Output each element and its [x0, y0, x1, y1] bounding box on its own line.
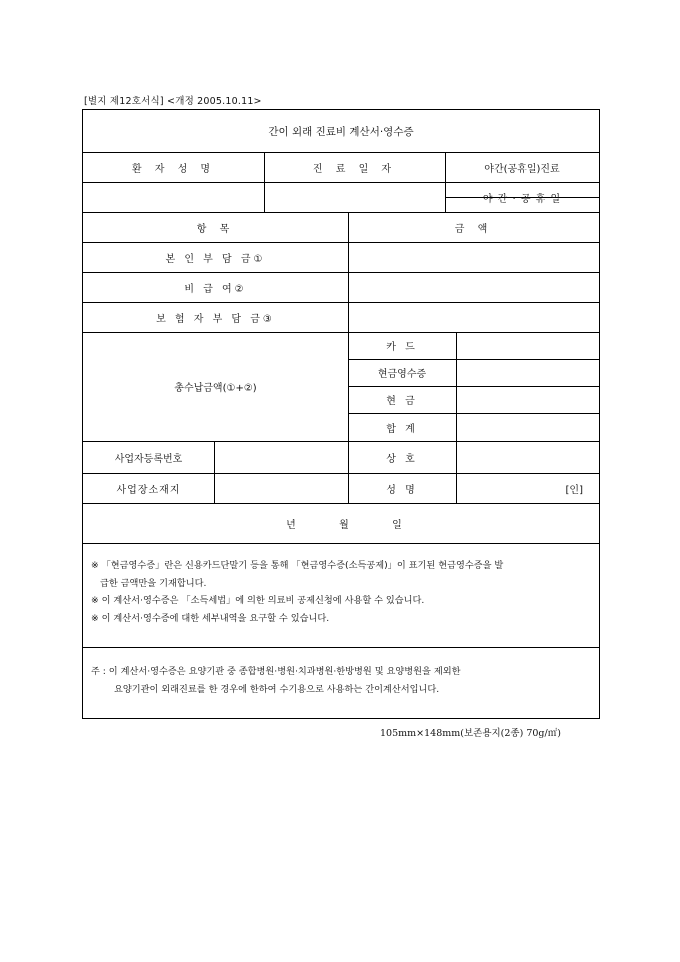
total-amount-label: 총수납금액(①+②)	[174, 383, 257, 394]
year-label: 년	[286, 519, 296, 531]
card-amount-field[interactable]	[456, 332, 599, 359]
remark-section	[91, 663, 595, 699]
business-reg-no-label: 사업자등록번호	[114, 453, 183, 465]
business-reg-no-field[interactable]	[214, 441, 348, 473]
cash-label: 현 금	[386, 396, 418, 407]
note-line: ※ 「현금영수증」란은 신용카드단말기 등을 통해 「현금영수증(소득공제)」이 표기된 현금영수증을 발	[91, 560, 504, 571]
self-pay-amount-field[interactable]	[348, 242, 599, 272]
month-label: 월	[339, 519, 349, 531]
cash-amount-field[interactable]	[456, 386, 599, 413]
night-holiday-label: 야간(공휴일)진료	[484, 163, 560, 175]
card-label: 카 드	[386, 342, 418, 353]
cash-receipt-amount-field[interactable]	[456, 359, 599, 386]
form-reference: [별지 제12호서식]	[84, 96, 164, 107]
remark-line: 주 : 이 계산서·영수증은 요양기관 중 종합병원·병원·치과병원·한방병원 및 요양병원을 제외한	[91, 666, 461, 677]
patient-name-field[interactable]	[83, 182, 264, 212]
revision-date: <개정 2005.10.11>	[167, 96, 262, 107]
signer-name-label: 성 명	[386, 484, 418, 496]
non-covered-amount-field[interactable]	[348, 272, 599, 302]
visit-date-label: 진 료 일 자	[312, 163, 397, 175]
visit-date-field[interactable]	[264, 182, 445, 212]
self-pay-label: 본 인 부 담 금①	[165, 253, 266, 265]
cash-receipt-label: 현금영수증	[377, 369, 427, 380]
notes-section	[91, 557, 595, 627]
form-title: 간이 외래 진료비 계산서·영수증	[268, 125, 414, 138]
paper-spec: 105mm×148mm(보존용지(2종) 70g/㎡)	[380, 728, 561, 739]
note-line: ※ 이 계산서·영수증에 대한 세부내역을 요구할 수 있습니다.	[91, 612, 330, 624]
seal-mark: [인]	[565, 484, 583, 496]
insurer-pay-label: 보 험 자 부 담 금③	[156, 313, 275, 325]
trade-name-field[interactable]	[456, 441, 599, 473]
insurer-pay-amount-field[interactable]	[348, 302, 599, 332]
non-covered-label: 비 급 여②	[184, 283, 247, 295]
patient-name-label: 환 자 성 명	[131, 163, 216, 175]
note-line: 급한 금액만을 기재합니다.	[100, 577, 207, 589]
amount-header: 금 액	[454, 223, 493, 235]
business-address-label: 사업장소재지	[116, 484, 181, 496]
night-holiday-value: 야 간 · 공 휴 일	[482, 193, 562, 205]
receipt-form	[82, 109, 600, 719]
remark-line: 요양기관이 외래진료를 한 경우에 한하여 수기용으로 사용하는 간이계산서입니다.	[114, 684, 440, 695]
item-header: 항 목	[196, 223, 235, 235]
sum-label: 합 계	[386, 423, 418, 435]
business-address-field[interactable]	[214, 473, 348, 503]
note-line: ※ 이 계산서·영수증은 「소득세법」에 의한 의료비 공제신청에 사용할 수 있습니다.	[91, 595, 425, 606]
day-label: 일	[392, 519, 402, 531]
sum-amount-field[interactable]	[456, 413, 599, 441]
trade-name-label: 상 호	[386, 453, 418, 465]
form-header	[84, 93, 262, 107]
